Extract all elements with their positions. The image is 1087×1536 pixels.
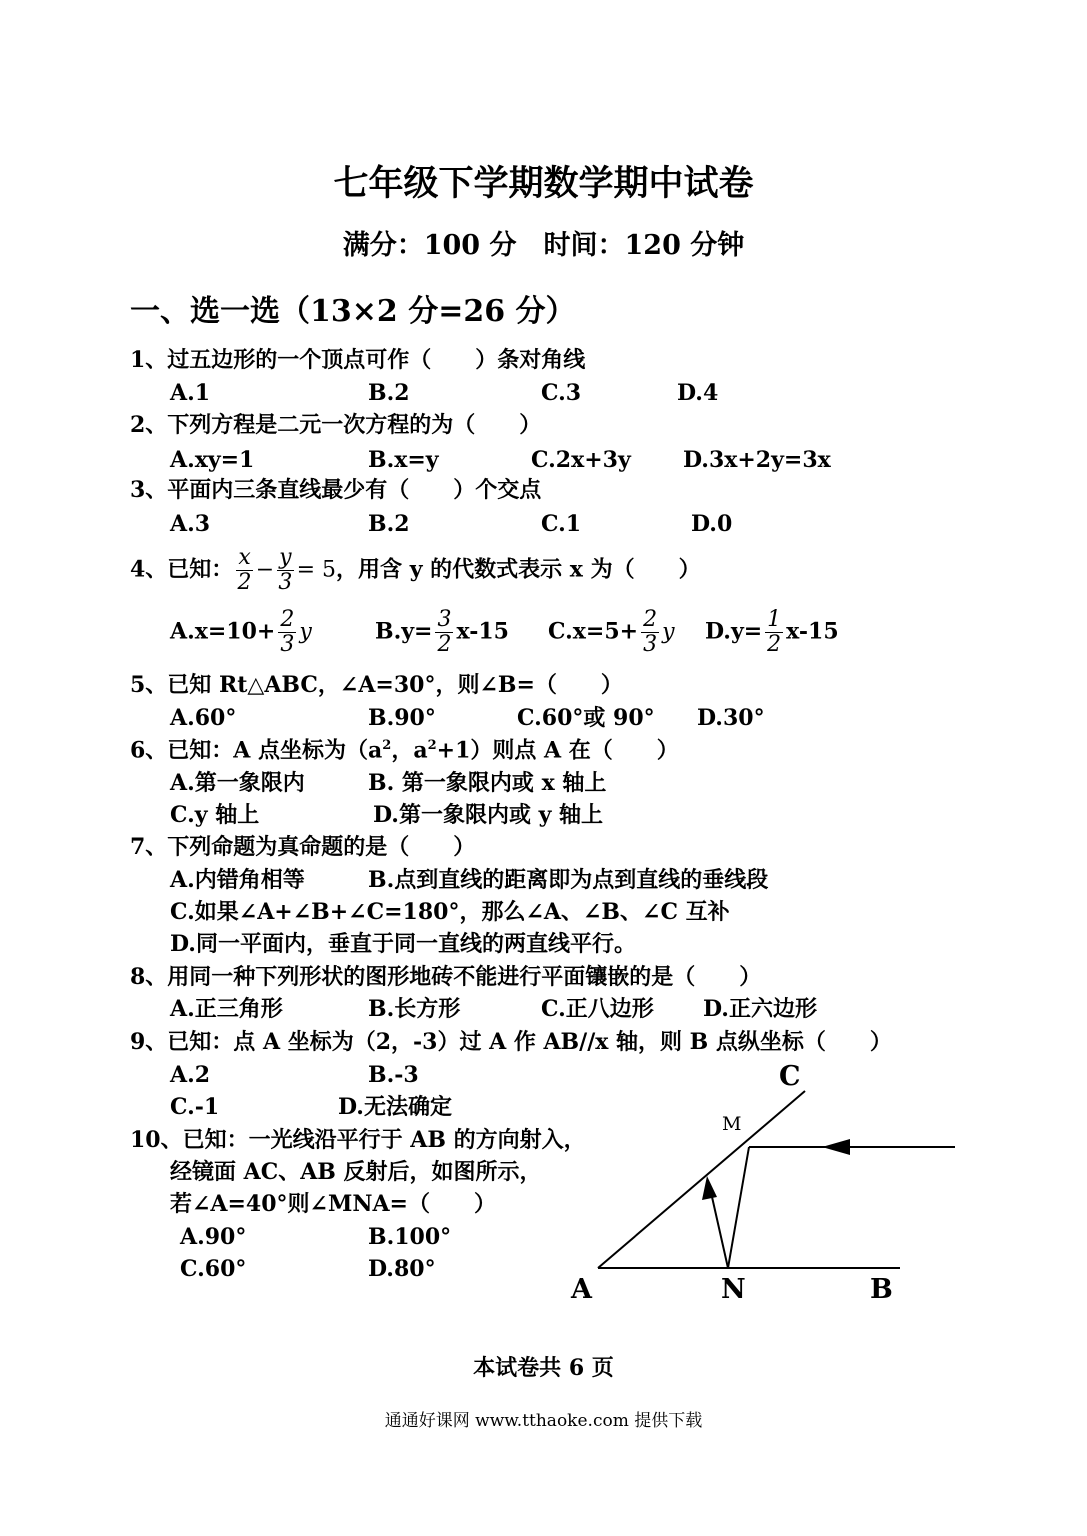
q6-option-d: D.第一象限内或 y 轴上 [373, 802, 604, 828]
q6-stem-pre: 6、已知：A 点坐标为（a [130, 737, 383, 764]
page-title: 七年级下学期数学期中试卷 [333, 163, 754, 204]
q8-option-b: B.长方形 [368, 996, 461, 1022]
q3-option-b: B.2 [368, 511, 410, 537]
q5-option-b: B.90° [368, 705, 436, 731]
page-count-footer: 本试卷共 6 页 [473, 1355, 614, 1381]
q2-option-c: C.2x+3y [531, 447, 631, 473]
site-credit: 通通好课网 www.tthaoke.com 提供下载 [384, 1411, 703, 1431]
q8-option-a: A.正三角形 [170, 996, 283, 1022]
q8-option-d: D.正六边形 [703, 996, 817, 1022]
mirror-ac-line [598, 1091, 805, 1268]
incoming-ray-arrow-icon [822, 1139, 850, 1155]
q4-a-den: 3 [280, 632, 295, 658]
question-3-stem: 3、平面内三条直线最少有（ ）个交点 [130, 477, 542, 503]
q6-stem-mid: ，a [391, 737, 428, 764]
q7-option-a: A.内错角相等 [170, 867, 305, 893]
q4-a-post: y [299, 619, 312, 645]
q4-equals: = 5 [296, 557, 337, 583]
figure-label-m: M [722, 1113, 742, 1135]
q1-option-d: D.4 [677, 380, 719, 406]
q3-option-a: A.3 [170, 511, 211, 537]
q4-frac2-den: 3 [278, 570, 293, 596]
question-9-stem: 9、已知：点 A 坐标为（2，-3）过 A 作 AB//x 轴，则 B 点纵坐标（ ） [130, 1029, 892, 1055]
section-heading: 一、选一选（13×2 分=26 分） [130, 294, 576, 329]
q9-option-c: C.-1 [170, 1094, 220, 1120]
q10-option-b: B.100° [368, 1224, 452, 1250]
q4-frac1-num: x [238, 545, 251, 570]
q2-option-b: B.x=y [368, 447, 439, 473]
question-10-line-3: 若∠A=40°则∠MNA=（ ） [170, 1191, 496, 1217]
figure-label-n: N [721, 1274, 746, 1305]
q1-option-c: C.3 [541, 380, 582, 406]
q8-option-c: C.正八边形 [541, 996, 654, 1022]
q4-a-num: 2 [280, 607, 295, 632]
q4-minus: − [255, 557, 275, 583]
q4-b-den: 2 [437, 632, 452, 658]
page-subtitle: 满分：100 分 时间：120 分钟 [342, 230, 745, 261]
question-2-stem: 2、下列方程是二元一次方程的为（ ） [130, 412, 542, 438]
q10-option-c: C.60° [180, 1256, 247, 1282]
q7-option-c: C.如果∠A+∠B+∠C=180°，那么∠A、∠B、∠C 互补 [170, 899, 730, 925]
q4-c-post: y [662, 619, 675, 645]
q4-b-num: 3 [437, 607, 452, 632]
question-10-line-1: 10、已知：一光线沿平行于 AB 的方向射入， [130, 1127, 586, 1153]
q9-option-d: D.无法确定 [338, 1094, 452, 1120]
q4-a-pre: A.x=10+ [170, 618, 276, 645]
q4-frac1-den: 2 [237, 570, 252, 596]
q5-option-c: C.60°或 90° [517, 705, 655, 731]
question-10-line-2: 经镜面 AC、AB 反射后，如图所示， [170, 1159, 542, 1185]
q2-option-d: D.3x+2y=3x [683, 447, 831, 473]
figure-label-a: A [571, 1274, 592, 1305]
q9-option-a: A.2 [170, 1062, 211, 1088]
q4-d-pre: D.y= [705, 618, 763, 645]
q10-option-d: D.80° [368, 1256, 436, 1282]
q4-b-pre: B.y= [375, 618, 433, 645]
q7-option-b: B.点到直线的距离即为点到直线的垂线段 [368, 867, 769, 893]
q7-option-d: D.同一平面内，垂直于同一直线的两直线平行。 [170, 931, 636, 957]
question-8-stem: 8、用同一种下列形状的图形地砖不能进行平面镶嵌的是（ ） [130, 964, 762, 990]
q4-d-num: 1 [767, 607, 782, 632]
question-5-stem: 5、已知 Rt△ABC，∠A=30°，则∠B=（ ） [130, 672, 623, 698]
question-1-stem: 1、过五边形的一个顶点可作（ ）条对角线 [130, 347, 586, 373]
q9-option-b: B.-3 [368, 1062, 419, 1088]
reflected-ray-mn [728, 1147, 749, 1268]
q10-option-a: A.90° [180, 1224, 247, 1250]
q4-c-pre: C.x=5+ [548, 618, 639, 645]
q3-option-c: C.1 [541, 511, 582, 537]
q6-option-b: B. 第一象限内或 x 轴上 [368, 770, 607, 796]
q1-option-b: B.2 [368, 380, 410, 406]
q6-sup-1: 2 [382, 738, 392, 753]
q4-c-num: 2 [643, 607, 658, 632]
q4-d-den: 2 [767, 632, 782, 658]
q5-option-d: D.30° [697, 705, 765, 731]
q4-c-den: 3 [643, 632, 658, 658]
outgoing-ray-line [710, 1188, 728, 1268]
q6-stem-post: +1）则点 A 在（ ） [436, 737, 679, 764]
question-7-stem: 7、下列命题为真命题的是（ ） [130, 834, 476, 860]
q1-option-a: A.1 [170, 380, 211, 406]
q6-option-c: C.y 轴上 [170, 802, 260, 828]
q5-option-a: A.60° [170, 705, 237, 731]
q4-prefix: 4、已知： [130, 556, 234, 583]
q4-suffix: ，用含 y 的代数式表示 x 为（ ） [336, 556, 701, 583]
q3-option-d: D.0 [691, 511, 733, 537]
outgoing-ray-arrow-icon [702, 1176, 717, 1200]
q6-sup-2: 2 [427, 738, 437, 753]
q2-option-a: A.xy=1 [170, 447, 255, 473]
q4-frac2-num: y [279, 545, 292, 570]
figure-label-b: B [870, 1274, 893, 1305]
q4-d-post: x-15 [786, 618, 839, 645]
figure-label-c: C [779, 1061, 801, 1092]
q4-b-post: x-15 [456, 618, 509, 645]
q6-option-a: A.第一象限内 [170, 770, 305, 796]
